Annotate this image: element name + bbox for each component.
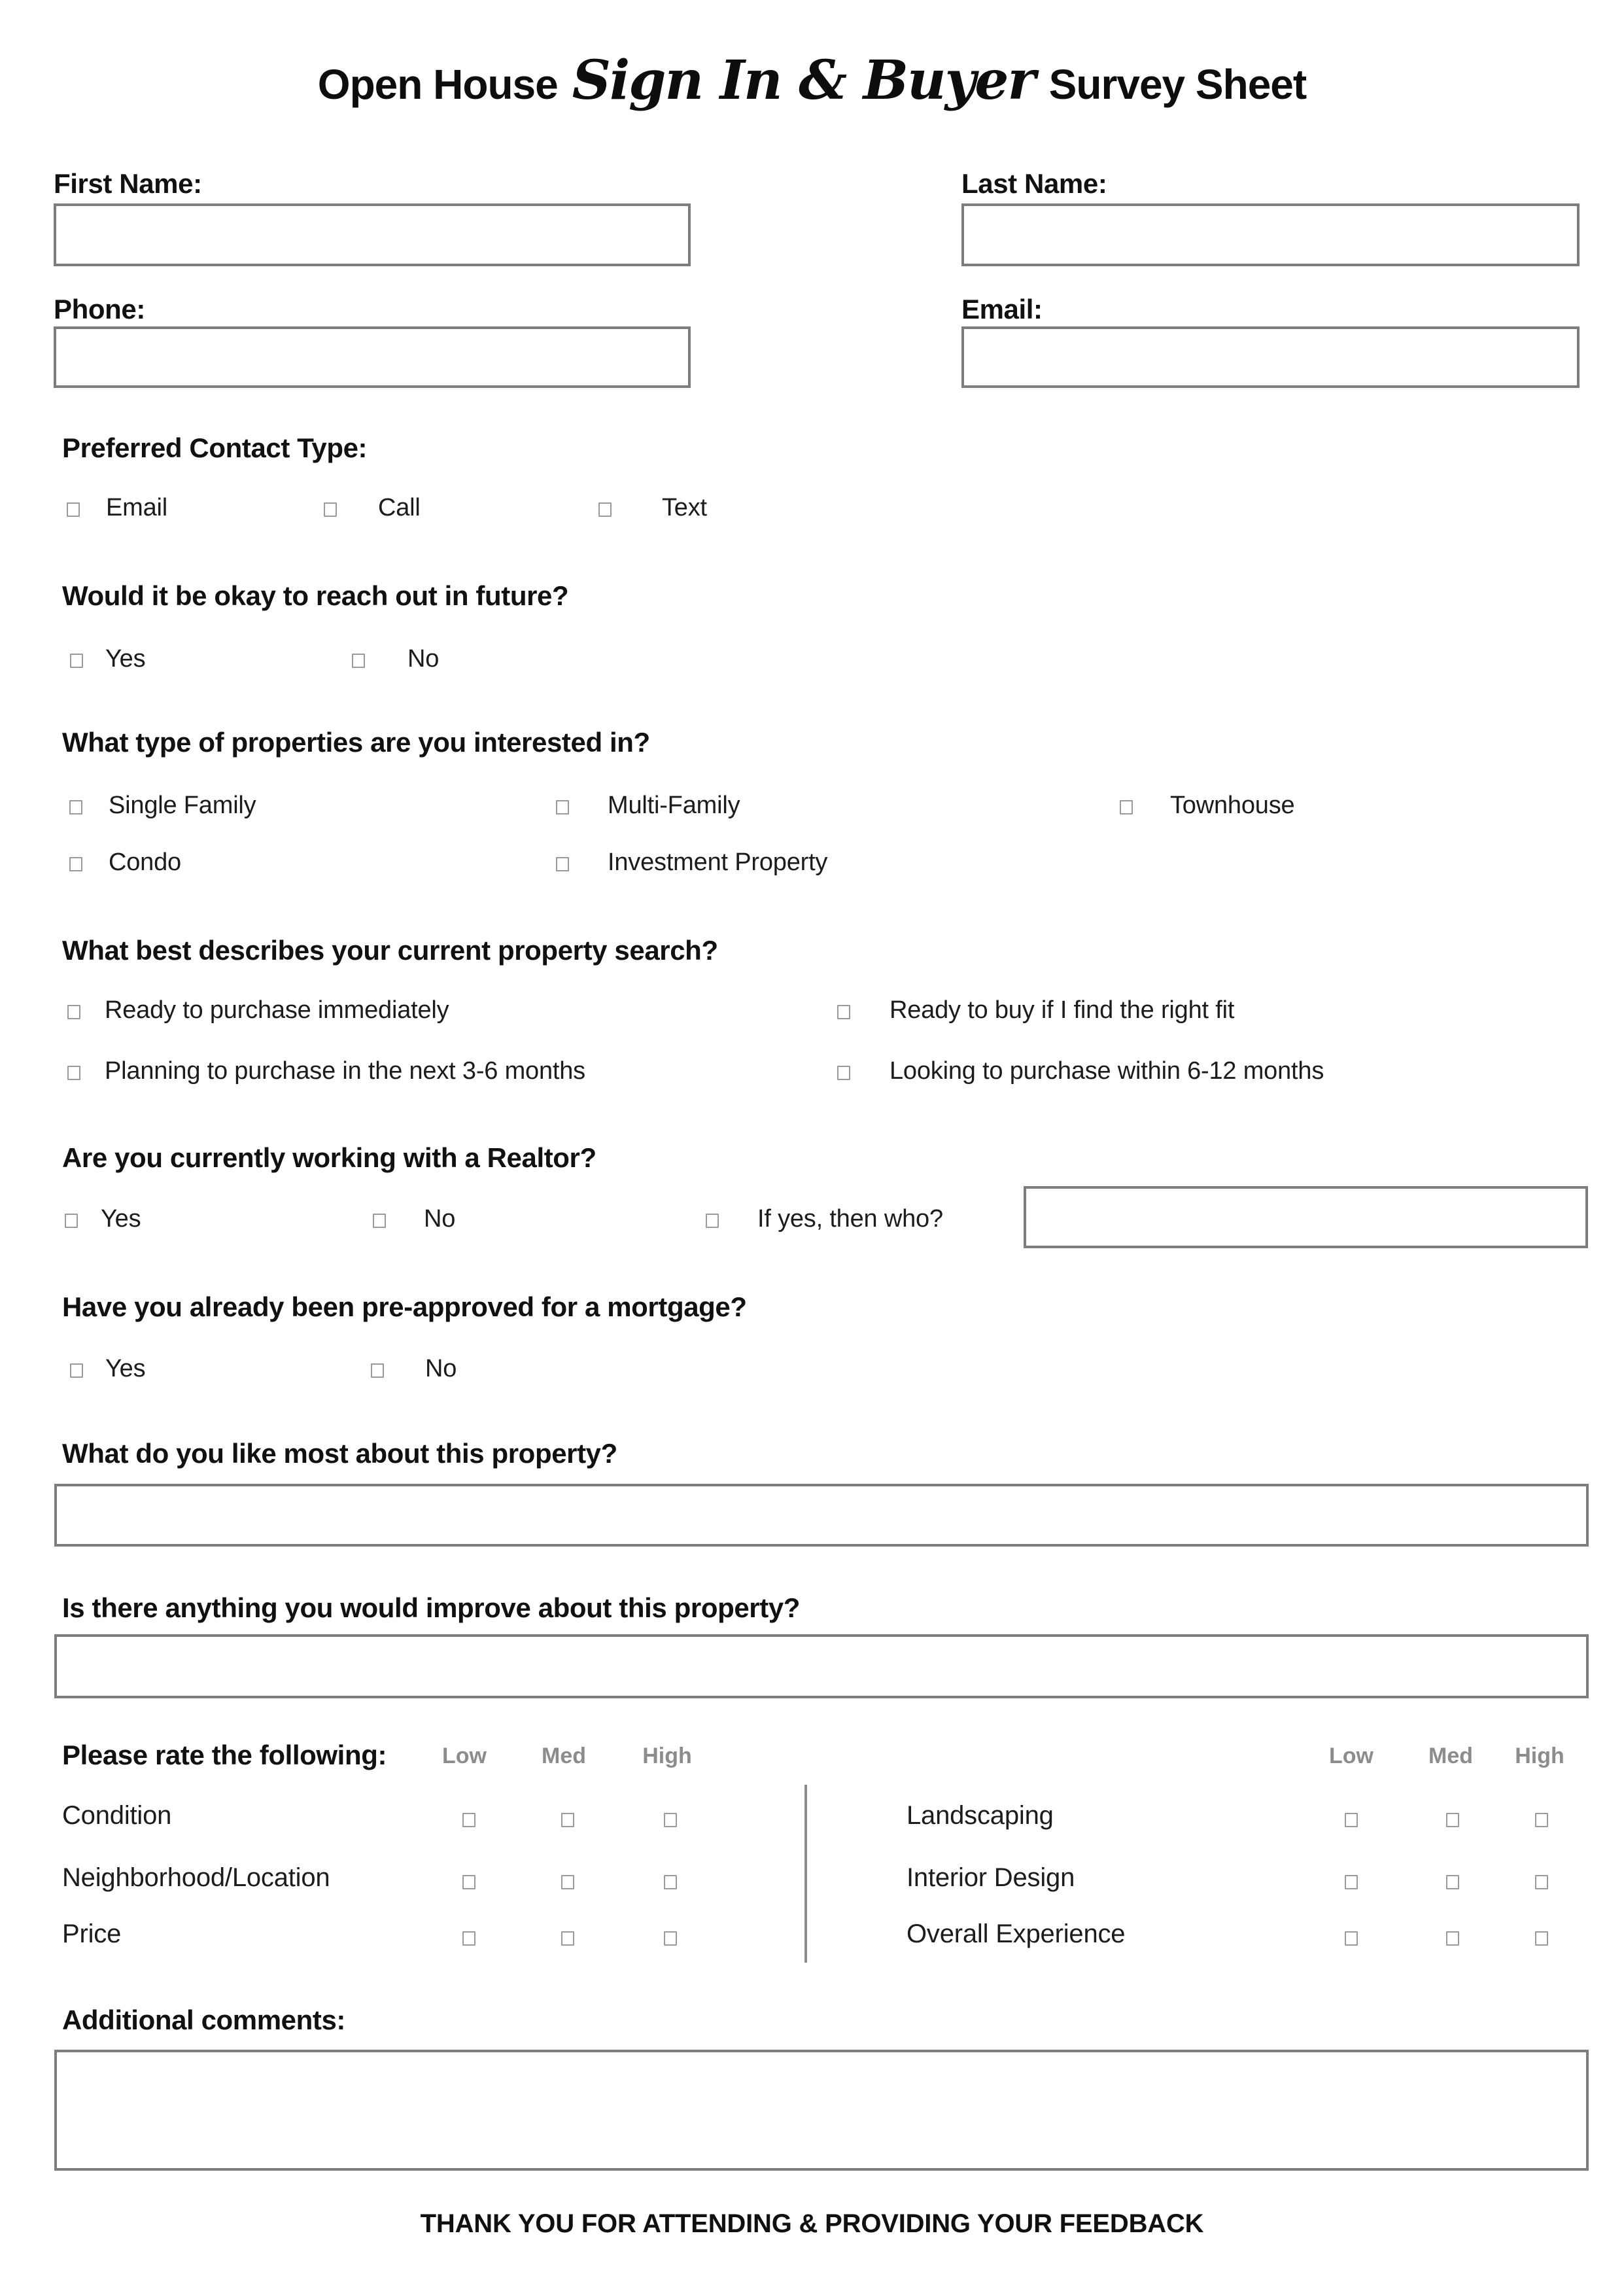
property-option-townhouse: Townhouse — [1170, 792, 1295, 819]
page-title — [0, 51, 1624, 110]
rating-row-neighborhood: Neighborhood/Location — [62, 1863, 330, 1892]
scale-high-left: High — [642, 1743, 692, 1768]
last-name-input[interactable] — [961, 203, 1580, 266]
checkbox-landscaping-med[interactable] — [1446, 1813, 1459, 1827]
checkbox-ready-immediately[interactable] — [67, 1005, 80, 1019]
scale-low-left: Low — [442, 1743, 487, 1768]
checkbox-reach-out-no[interactable] — [352, 654, 365, 668]
checkbox-interior-med[interactable] — [1446, 1875, 1459, 1889]
rating-row-landscaping: Landscaping — [907, 1801, 1054, 1830]
mortgage-option-no: No — [425, 1355, 457, 1382]
scale-high-right: High — [1515, 1743, 1564, 1768]
checkbox-overall-low[interactable] — [1345, 1931, 1358, 1946]
realtor-option-yes: Yes — [101, 1205, 141, 1233]
contact-option-email: Email — [106, 494, 168, 521]
realtor-label: Are you currently working with a Realtor? — [62, 1142, 596, 1173]
checkbox-realtor-if-yes[interactable] — [706, 1214, 719, 1228]
checkbox-overall-med[interactable] — [1446, 1931, 1459, 1946]
checkbox-landscaping-low[interactable] — [1345, 1813, 1358, 1827]
rating-row-interior-design: Interior Design — [907, 1863, 1075, 1892]
checkbox-overall-high[interactable] — [1535, 1931, 1548, 1946]
search-stage-label: What best describes your current property search? — [62, 935, 718, 966]
ratings-label: Please rate the following: — [62, 1740, 387, 1770]
checkbox-reach-out-yes[interactable] — [70, 654, 83, 668]
scale-low-right: Low — [1329, 1743, 1373, 1768]
checkbox-ready-right-fit[interactable] — [837, 1005, 850, 1019]
checkbox-condition-high[interactable] — [664, 1813, 677, 1827]
last-name-label: Last Name: — [961, 168, 1107, 199]
comments-input[interactable] — [54, 2050, 1589, 2171]
property-option-multi-family: Multi-Family — [608, 792, 740, 819]
email-input[interactable] — [961, 326, 1580, 388]
checkbox-neighborhood-high[interactable] — [664, 1875, 677, 1889]
checkbox-contact-email[interactable] — [67, 502, 80, 517]
search-option-right-fit: Ready to buy if I find the right fit — [890, 996, 1235, 1024]
ratings-divider — [804, 1785, 807, 1963]
checkbox-realtor-no[interactable] — [373, 1214, 386, 1228]
checkbox-condo[interactable] — [69, 857, 82, 871]
checkbox-investment-property[interactable] — [556, 857, 569, 871]
reach-out-label: Would it be okay to reach out in future? — [62, 580, 569, 611]
checkbox-price-low[interactable] — [462, 1931, 475, 1946]
scale-med-left: Med — [542, 1743, 586, 1768]
improve-label: Is there anything you would improve about this property? — [62, 1592, 801, 1623]
like-most-input[interactable] — [54, 1484, 1589, 1547]
checkbox-mortgage-no[interactable] — [371, 1363, 384, 1378]
checkbox-interior-low[interactable] — [1345, 1875, 1358, 1889]
realtor-name-input[interactable] — [1024, 1186, 1588, 1248]
search-option-ready-immediately: Ready to purchase immediately — [105, 996, 449, 1024]
checkbox-contact-call[interactable] — [324, 502, 337, 517]
checkbox-neighborhood-med[interactable] — [561, 1875, 574, 1889]
checkbox-condition-med[interactable] — [561, 1813, 574, 1827]
title-suffix: Survey Sheet — [1048, 61, 1307, 108]
checkbox-price-high[interactable] — [664, 1931, 677, 1946]
checkbox-multi-family[interactable] — [556, 800, 569, 815]
checkbox-realtor-yes[interactable] — [65, 1214, 78, 1228]
contact-option-text: Text — [662, 494, 707, 521]
improve-input[interactable] — [54, 1634, 1589, 1698]
comments-label: Additional comments: — [62, 2005, 346, 2035]
title-script: Sign In & Buyer — [572, 49, 1035, 112]
checkbox-price-med[interactable] — [561, 1931, 574, 1946]
search-option-3-6-months: Planning to purchase in the next 3-6 months — [105, 1057, 585, 1085]
checkbox-looking-6-12-months[interactable] — [837, 1066, 850, 1080]
checkbox-landscaping-high[interactable] — [1535, 1813, 1548, 1827]
rating-row-price: Price — [62, 1919, 122, 1948]
checkbox-condition-low[interactable] — [462, 1813, 475, 1827]
checkbox-mortgage-yes[interactable] — [70, 1363, 83, 1378]
checkbox-townhouse[interactable] — [1120, 800, 1133, 815]
property-option-condo: Condo — [109, 849, 181, 876]
first-name-input[interactable] — [54, 203, 691, 266]
checkbox-interior-high[interactable] — [1535, 1875, 1548, 1889]
search-option-6-12-months: Looking to purchase within 6-12 months — [890, 1057, 1324, 1085]
property-option-single-family: Single Family — [109, 792, 256, 819]
phone-input[interactable] — [54, 326, 691, 388]
reach-out-option-no: No — [407, 645, 440, 673]
checkbox-contact-text[interactable] — [598, 502, 612, 517]
phone-label: Phone: — [54, 294, 145, 324]
contact-option-call: Call — [378, 494, 421, 521]
mortgage-label: Have you already been pre-approved for a mortgage? — [62, 1291, 747, 1322]
rating-row-condition: Condition — [62, 1801, 172, 1830]
footer-thank-you: THANK YOU FOR ATTENDING & PROVIDING YOUR FEEDBACK — [420, 2209, 1204, 2238]
scale-med-right: Med — [1428, 1743, 1473, 1768]
title-prefix: Open House — [317, 61, 558, 108]
email-label: Email: — [961, 294, 1043, 324]
mortgage-option-yes: Yes — [105, 1355, 146, 1382]
like-most-label: What do you like most about this property? — [62, 1438, 617, 1469]
checkbox-neighborhood-low[interactable] — [462, 1875, 475, 1889]
realtor-option-no: No — [424, 1205, 456, 1233]
rating-row-overall-experience: Overall Experience — [907, 1919, 1126, 1948]
reach-out-option-yes: Yes — [105, 645, 146, 673]
property-option-investment: Investment Property — [608, 849, 828, 876]
checkbox-single-family[interactable] — [69, 800, 82, 815]
realtor-option-if-yes: If yes, then who? — [757, 1205, 943, 1233]
checkbox-planning-3-6-months[interactable] — [67, 1066, 80, 1080]
contact-type-label: Preferred Contact Type: — [62, 432, 368, 463]
first-name-label: First Name: — [54, 168, 202, 199]
property-types-label: What type of properties are you interested in? — [62, 727, 650, 758]
